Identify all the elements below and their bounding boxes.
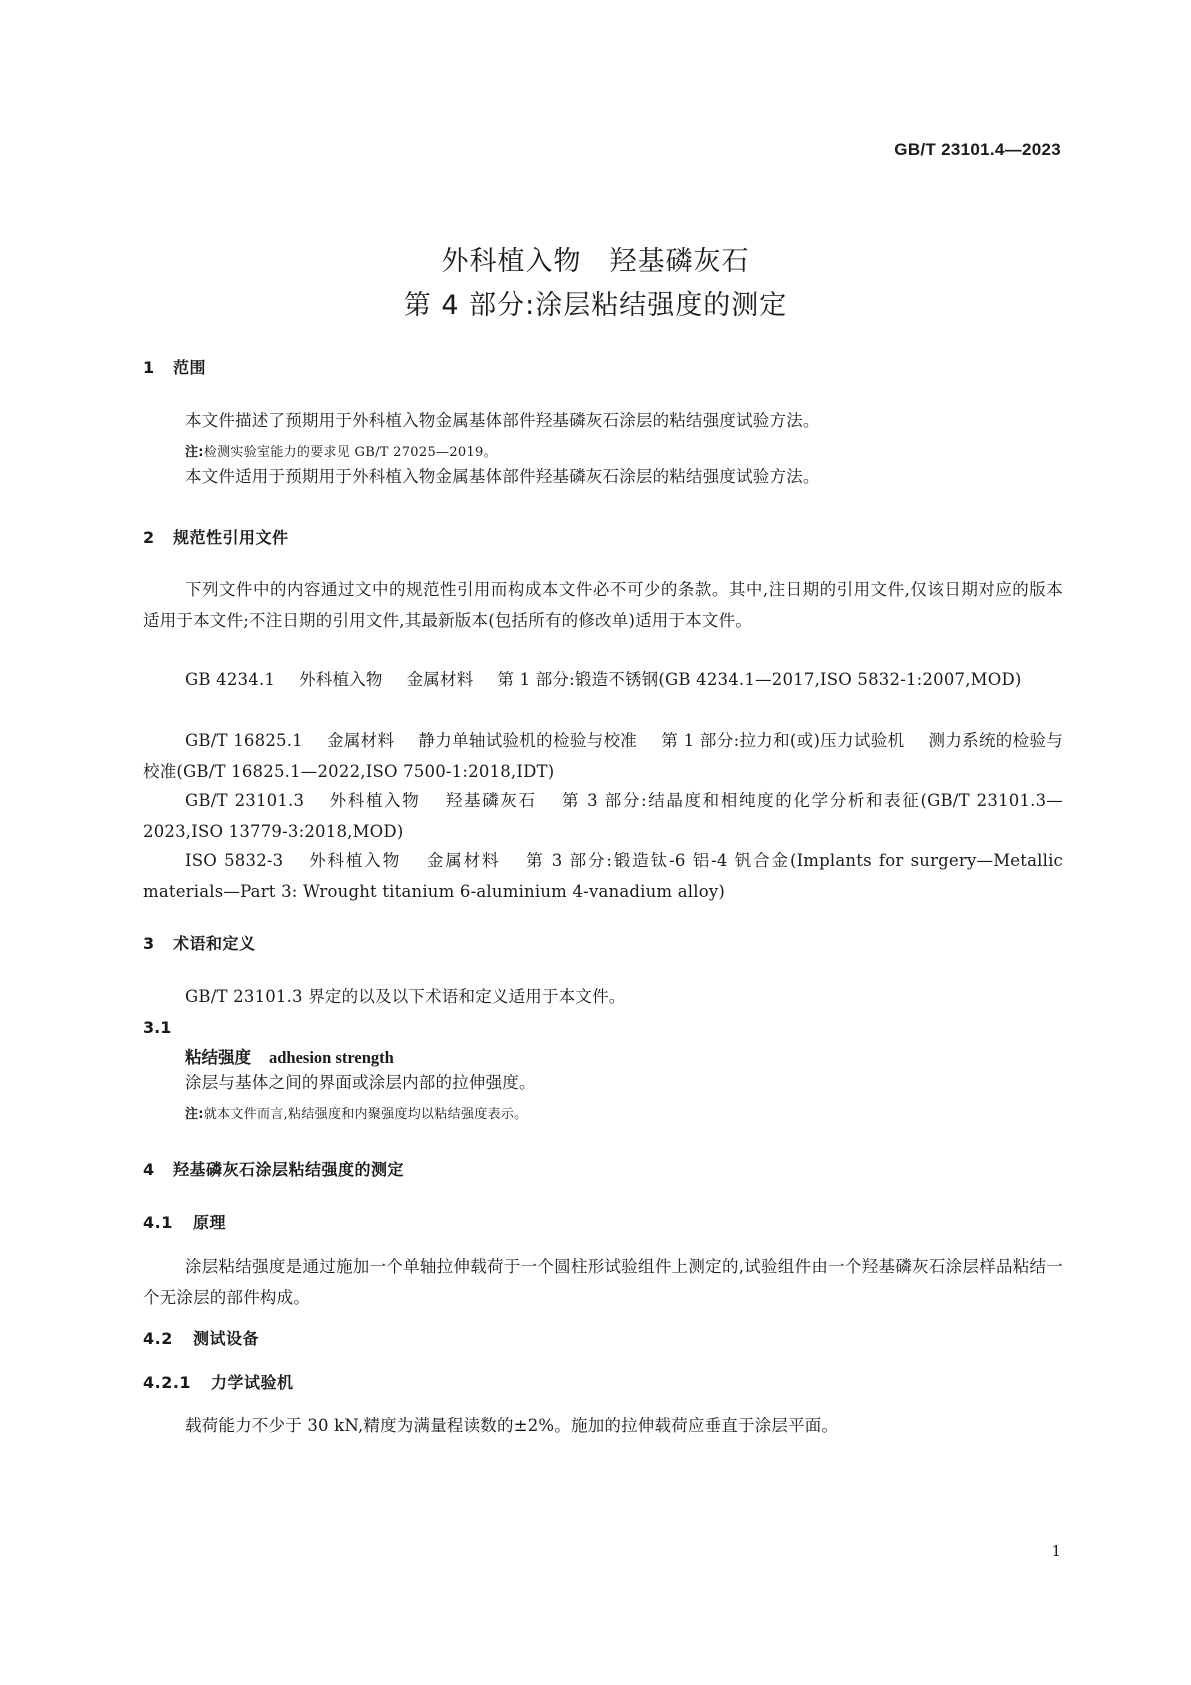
reference-title-1: 金属材料 — [326, 731, 395, 750]
document-title-line2: 第 4 部分:涂层粘结强度的测定 — [403, 290, 788, 321]
principle-paragraph: 涂层粘结强度是通过施加一个单轴拉伸载荷于一个圆柱形试验组件上测定的,试验组件由一个羟基磷灰石涂层样品粘结一个无涂层的部件构成。 — [143, 1257, 1063, 1307]
note-text: 就本文件而言,粘结强度和内聚强度均以粘结强度表示。 — [203, 1107, 528, 1122]
reference-title-1: 外科植入物 — [307, 851, 402, 870]
section-4-2-1-heading — [143, 1370, 294, 1393]
note-label: 注: — [185, 445, 204, 460]
section-title: 原理 — [193, 1213, 227, 1232]
section-title: 力学试验机 — [211, 1373, 294, 1392]
section-4-heading — [143, 1157, 404, 1180]
scope-note — [185, 441, 497, 460]
reference-title-2: 静力单轴试验机的检验与校准 — [418, 731, 638, 750]
terms-intro-paragraph: GB/T 23101.3 界定的以及以下术语和定义适用于本文件。 — [185, 987, 626, 1006]
title-part-b: 羟基磷灰石 — [609, 246, 750, 277]
reference-code: GB/T 16825.1 — [185, 731, 303, 750]
section-title: 范围 — [173, 358, 207, 377]
term-english: adhesion strength — [269, 1048, 394, 1067]
testing-machine-paragraph: 载荷能力不少于 30 kN,精度为满量程读数的±2%。施加的拉伸载荷应垂直于涂层平面。 — [185, 1416, 839, 1435]
scope-paragraph-2: 本文件适用于预期用于外科植入物金属基体部件羟基磷灰石涂层的粘结强度试验方法。 — [185, 467, 820, 486]
section-number: 4.2 — [143, 1329, 173, 1348]
reference-title-3: 第 3 部分:结晶度和相纯度的化学分析和表征(GB/T 23101.3—2023,ISO 13779-3:2018,MOD) — [143, 791, 1064, 841]
reference-title-1: 外科植入物 — [299, 670, 383, 689]
section-number: 4.2.1 — [143, 1373, 192, 1392]
document-title-line1 — [0, 240, 1191, 284]
reference-title-4: 测力系统的检验与校准(GB/T 16825.1—2022,ISO 7500-1:2018,IDT) — [143, 731, 1063, 781]
reference-item — [143, 725, 1063, 787]
section-4-2-heading — [143, 1326, 259, 1349]
section-title: 羟基磷灰石涂层粘结强度的测定 — [173, 1160, 405, 1179]
term-number: 3.1 — [143, 1018, 172, 1037]
reference-item — [143, 785, 1063, 847]
section-4-1-heading — [143, 1210, 226, 1233]
section-number: 4.1 — [143, 1213, 173, 1232]
title-part-a: 外科植入物 — [441, 246, 582, 277]
reference-title-3: 第 1 部分:拉力和(或)压力试验机 — [661, 731, 905, 750]
section-number: 4 — [143, 1160, 155, 1179]
term-chinese: 粘结强度 — [185, 1048, 251, 1067]
reference-title-2: 金属材料 — [425, 851, 501, 870]
reference-item — [143, 845, 1063, 907]
section-1-heading — [143, 355, 206, 378]
section-number: 3 — [143, 934, 155, 953]
section-title: 规范性引用文件 — [173, 528, 289, 547]
section-number: 2 — [143, 528, 155, 547]
reference-code: ISO 5832-3 — [185, 851, 284, 870]
term-definition: 涂层与基体之间的界面或涂层内部的拉伸强度。 — [185, 1073, 536, 1092]
note-label: 注: — [185, 1107, 204, 1122]
page-number: 1 — [1051, 1542, 1061, 1560]
reference-title-3: 第 3 部分:锻造钛-6 铝-4 钒合金(Implants for surgery—Metallic materials—Part 3: Wrought titanium 6-aluminium 4-vanadium alloy) — [143, 851, 1064, 901]
reference-code: GB/T 23101.3 — [185, 791, 305, 810]
standard-code: GB/T 23101.4—2023 — [894, 140, 1061, 159]
term-entry — [185, 1044, 394, 1068]
reference-item — [143, 664, 1063, 695]
reference-title-3: 第 1 部分:锻造不锈钢(GB 4234.1—2017,ISO 5832-1:2007,MOD) — [497, 670, 1022, 689]
section-title: 测试设备 — [193, 1329, 260, 1348]
reference-title-2: 羟基磷灰石 — [444, 791, 537, 810]
scope-paragraph-1: 本文件描述了预期用于外科植入物金属基体部件羟基磷灰石涂层的粘结强度试验方法。 — [185, 411, 820, 430]
note-text: 检测实验室能力的要求见 GB/T 27025—2019。 — [203, 445, 497, 460]
terms-note — [185, 1103, 527, 1122]
section-title: 术语和定义 — [173, 934, 256, 953]
normative-intro-paragraph: 下列文件中的内容通过文中的规范性引用而构成本文件必不可少的条款。其中,注日期的引用文件,仅该日期对应的版本适用于本文件;不注日期的引用文件,其最新版本(包括所有的修改单)适用于本文件。 — [143, 580, 1063, 630]
reference-title-2: 金属材料 — [406, 670, 474, 689]
section-2-heading — [143, 525, 289, 548]
section-number: 1 — [143, 358, 155, 377]
reference-code: GB 4234.1 — [185, 670, 276, 689]
section-3-heading — [143, 931, 256, 954]
reference-title-1: 外科植入物 — [328, 791, 421, 810]
